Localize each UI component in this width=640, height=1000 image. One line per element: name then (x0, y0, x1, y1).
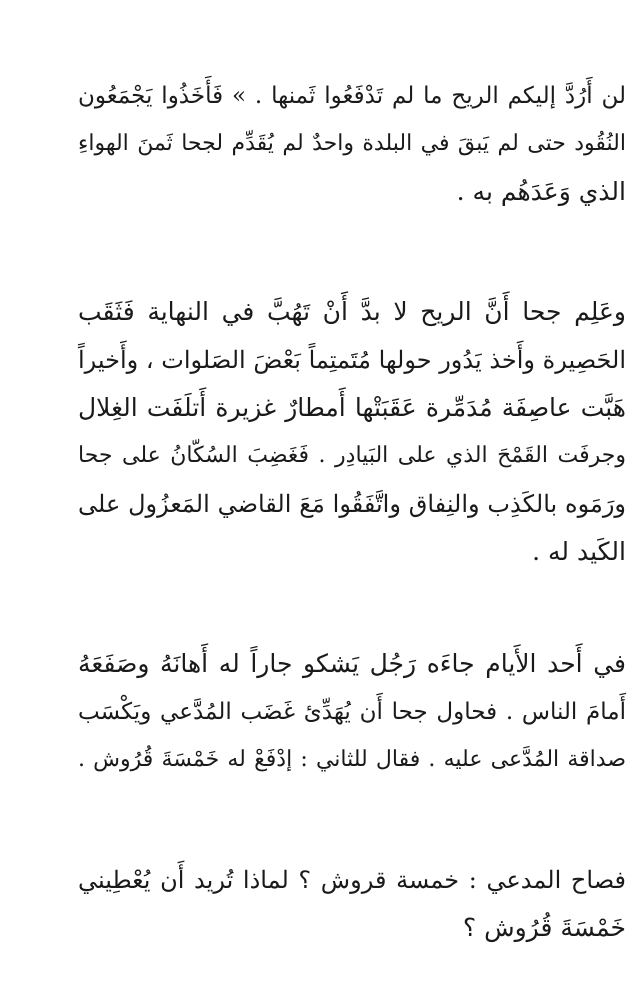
text-line: خَمْسَةَ قُرُوش ؟ (462, 913, 626, 942)
text-line: فصاح المدعي : خمسة قروش ؟ لماذا تُريد أَن يُعْطِيني (78, 866, 626, 894)
paragraph-2 (78, 288, 626, 576)
text-line: صداقة المُدَّعى عليه . فقال للثاني : إدْفَعْ له خَمْسَةَ قُرُوش . (78, 747, 626, 772)
paragraph-3 (78, 640, 626, 784)
text-line: أَمامَ الناس . فحاول جحا أَن يُهَدِّئ غَضَب المُدَّعي ويَكْسَب (78, 699, 626, 725)
paragraph-1 (78, 72, 626, 216)
text-line: الكَيد له . (532, 537, 626, 566)
text-line: في أَحد الأَيام جاءَه رَجُل يَشكو جاراً له أَهانَهُ وصَفَعَهُ (78, 649, 626, 678)
text-line: هَبَّت عاصِفَة مُدَمِّرة عَقَبَتْها أَمطارٌ غزيرة أَتلَفَت الغِلال (78, 393, 626, 422)
text-line: الحَصِيرة وأَخذ يَدُور حولها مُتَمتِماً بَعْضَ الصَلوات ، وأَخيراً (78, 346, 626, 374)
text-line: لن أَرُدَّ إليكم الريح ما لم تَدْفَعُوا ثَمنها . » فَأَخَذُوا يَجْمَعُون (78, 83, 626, 109)
text-line: وجرفَت القَمْحَ الذي على البَيادِر . فَغَضِبَ السُكّانُ على جحا (78, 443, 626, 468)
paragraph-4 (78, 856, 626, 952)
text-line: وعَلِم جحا أَنَّ الريح لا بدَّ أَنْ تَهُبَّ في النهاية فَثَقَب (78, 297, 626, 326)
text-line: ورَمَوه بالكَذِب والنِفاق واتَّفَقُوا مَعَ القاضي المَعزُول على (78, 490, 626, 518)
text-line: النُقُود حتى لم يَبقَ في البلدة واحدٌ لم يُقَدِّم لجحا ثَمنَ الهواءِ (78, 131, 626, 156)
text-line: الذي وَعَدَهُم به . (456, 177, 626, 206)
